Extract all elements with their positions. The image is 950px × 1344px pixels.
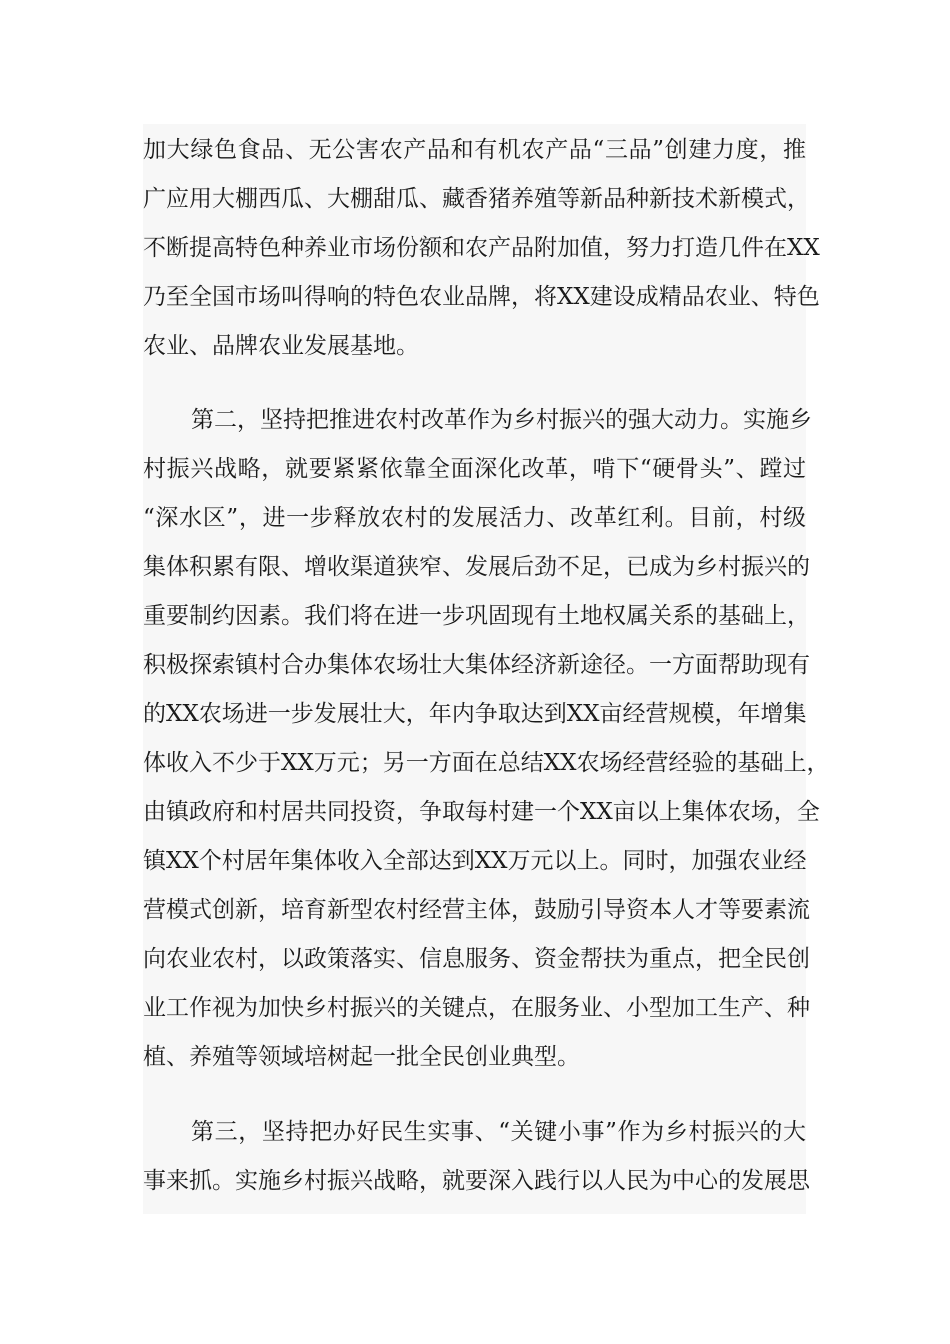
text-line: 积极探索镇村合办集体农场壮大集体经济新途径。一方面帮助现有 [143, 652, 810, 678]
text-line: 业工作视为加快乡村振兴的关键点，在服务业、小型加工生产、种 [143, 995, 810, 1021]
text-line: 乃至全国市场叫得响的特色农业品牌，将XX建设成精品农业、特色 [143, 284, 820, 310]
text-line: 集体积累有限、增收渠道狭窄、发展后劲不足，已成为乡村振兴的 [143, 554, 810, 580]
text-line: 营模式创新，培育新型农村经营主体，鼓励引导资本人才等要素流 [143, 897, 810, 923]
text-line: 体收入不少于XX万元；另一方面在总结XX农场经营经验的基础上， [143, 750, 830, 776]
text-line: 村振兴战略，就要紧紧依靠全面深化改革，啃下“硬骨头”、蹚过 [143, 456, 806, 482]
text-line: 的XX农场进一步发展壮大，年内争取达到XX亩经营规模，年增集 [143, 701, 807, 727]
text-line: 加大绿色食品、无公害农产品和有机农产品“三品”创建力度，推 [143, 137, 806, 163]
text-line: 镇XX个村居年集体收入全部达到XX万元以上。同时，加强农业经 [143, 848, 807, 874]
text-line: 广应用大棚西瓜、大棚甜瓜、藏香猪养殖等新品种新技术新模式， [143, 186, 810, 212]
text-line: “深水区”，进一步释放农村的发展活力、改革红利。目前，村级 [143, 505, 806, 531]
text-line: 重要制约因素。我们将在进一步巩固现有土地权属关系的基础上， [143, 603, 810, 629]
text-line: 向农业农村，以政策落实、信息服务、资金帮扶为重点，把全民创 [143, 946, 810, 972]
text-line: 事来抓。实施乡村振兴战略，就要深入践行以人民为中心的发展思 [143, 1168, 810, 1194]
text-line: 由镇政府和村居共同投资，争取每村建一个XX亩以上集体农场，全 [143, 799, 820, 825]
text-line: 植、养殖等领域培树起一批全民创业典型。 [143, 1044, 580, 1070]
text-line: 第三，坚持把办好民生实事、“关键小事”作为乡村振兴的大 [191, 1119, 806, 1145]
text-line: 不断提高特色种养业市场份额和农产品附加值，努力打造几件在XX [143, 235, 820, 261]
document-text-block [143, 124, 830, 1214]
text-line: 第二，坚持把推进农村改革作为乡村振兴的强大动力。实施乡 [191, 407, 812, 433]
text-line: 农业、品牌农业发展基地。 [143, 333, 419, 359]
